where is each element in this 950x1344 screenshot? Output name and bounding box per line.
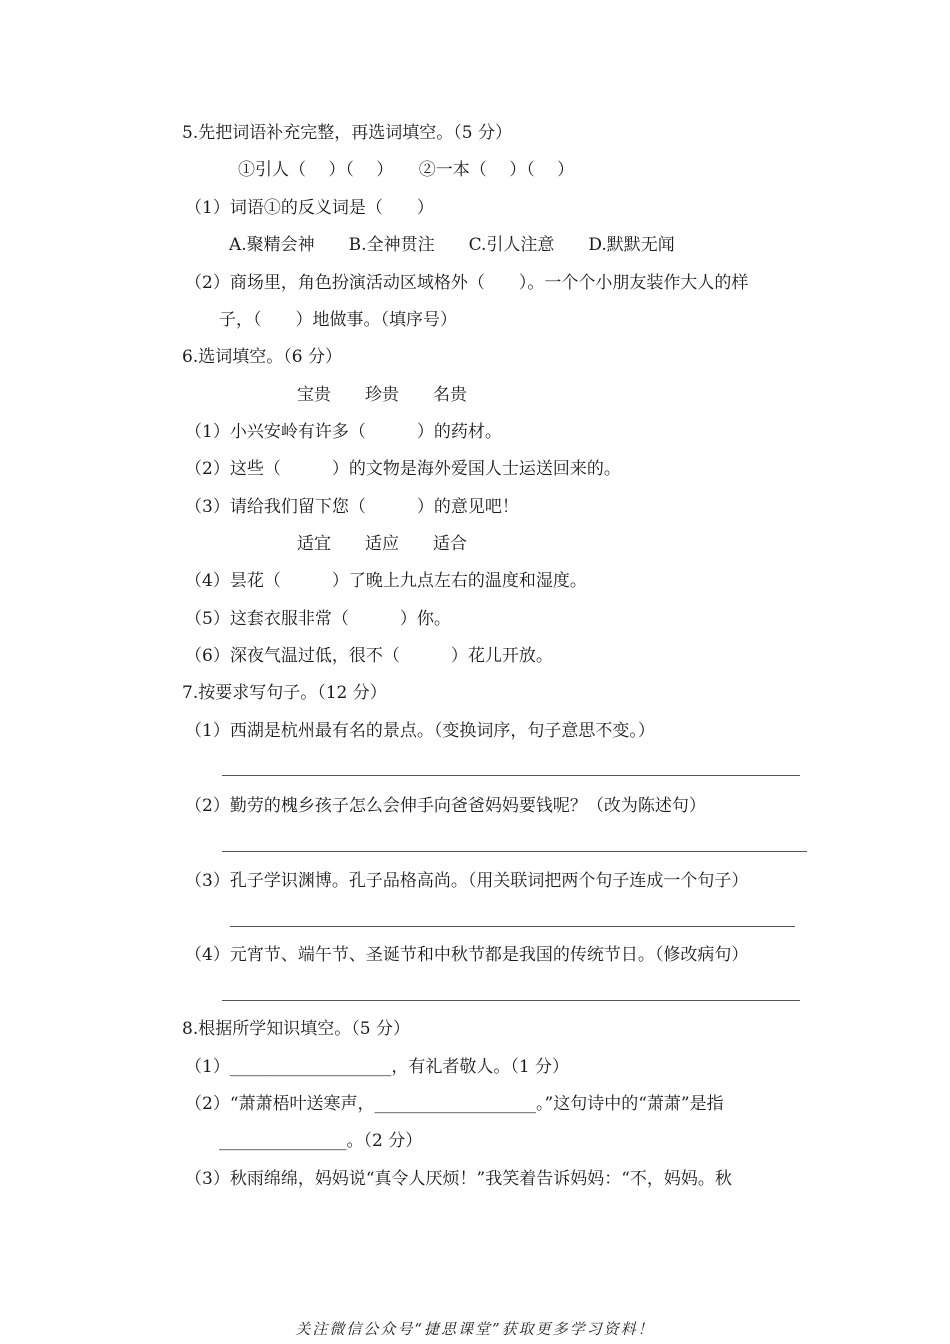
footer-notice: 关注微信公众号“捷思课堂”获取更多学习资料！ <box>295 1320 655 1338</box>
q7-title: 7.按要求写句子。（12 分） <box>182 683 387 703</box>
q7-item-2: （2）勤劳的槐乡孩子怎么会伸手向爸爸妈妈要钱呢？（改为陈述句） <box>185 796 706 816</box>
q6-word-group-2: 适宜 适应 适合 <box>297 534 467 554</box>
q6-title: 6.选词填空。（6 分） <box>182 347 342 367</box>
q8-item-2-line2: _______________。（2 分） <box>219 1131 423 1151</box>
q6-item-2: （2）这些（ ）的文物是海外爱国人士运送回来的。 <box>185 459 621 479</box>
q6-item-5: （5）这套衣服非常（ ）你。 <box>185 609 451 629</box>
q7-item-1: （1）西湖是杭州最有名的景点。（变换词序，句子意思不变。） <box>185 721 655 741</box>
q5-sub2-line2: 子，（ ）地做事。（填序号） <box>219 310 457 330</box>
q6-item-6: （6）深夜气温过低，很不（ ）花儿开放。 <box>185 646 553 666</box>
q5-words: ①引人（ ）（ ） ②一本（ ）（ ） <box>238 160 575 180</box>
q7-item-4: （4）元宵节、端午节、圣诞节和中秋节都是我国的传统节日。（修改病句） <box>185 945 749 965</box>
q6-item-3: （3）请给我们留下您（ ）的意见吧！ <box>185 497 519 517</box>
q6-word-group-1: 宝贵 珍贵 名贵 <box>297 385 467 405</box>
q8-item-1: （1）___________________，有礼者敬人。（1 分） <box>185 1057 570 1077</box>
q5-sub2-line1: （2）商场里，角色扮演活动区域格外（ ）。一个个小朋友装作大人的样 <box>185 273 749 293</box>
q8-item-2-line1: （2）“萧萧梧叶送寒声，___________________。”这句诗中的“萧萧”是指 <box>185 1094 724 1114</box>
answer-line <box>222 851 807 852</box>
answer-line <box>222 775 800 776</box>
q5-options: A.聚精会神 B.全神贯注 C.引人注意 D.默默无闻 <box>229 235 675 255</box>
answer-line <box>222 1000 800 1001</box>
q6-item-4: （4）昙花（ ）了晚上九点左右的温度和湿度。 <box>185 571 587 591</box>
q5-sub1: （1）词语①的反义词是（ ） <box>185 198 434 218</box>
q7-item-3: （3）孔子学识渊博。孔子品格高尚。（用关联词把两个句子连成一个句子） <box>185 871 749 891</box>
q8-title: 8.根据所学知识填空。（5 分） <box>182 1019 410 1039</box>
q6-item-1: （1）小兴安岭有许多（ ）的药材。 <box>185 422 502 442</box>
q5-title: 5.先把词语补充完整，再选词填空。（5 分） <box>182 123 512 143</box>
answer-line <box>230 926 795 927</box>
q8-item-3: （3）秋雨绵绵，妈妈说“真令人厌烦！”我笑着告诉妈妈：“不，妈妈。秋 <box>185 1169 732 1189</box>
